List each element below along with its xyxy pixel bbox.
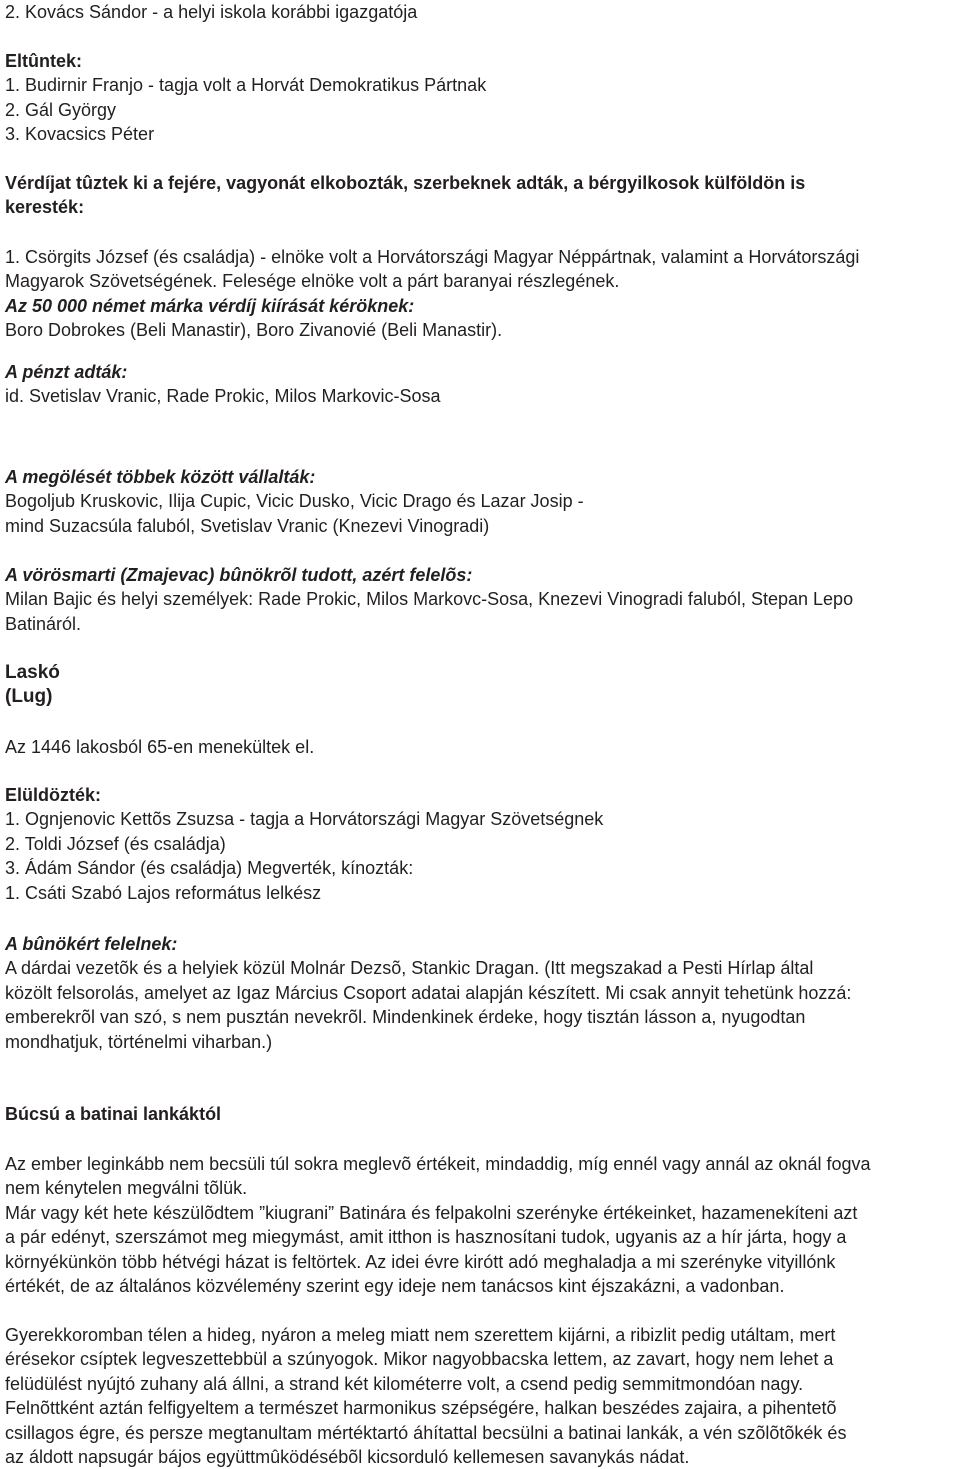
text-line: 2. Kovács Sándor - a helyi iskola korábbi igazgatója — [5, 2, 418, 22]
subheading: A pénzt adták: — [5, 361, 128, 382]
section-responsible — [5, 932, 851, 1054]
section-bounty-heading — [5, 171, 805, 220]
text-line: környékünkön több hétvégi házat is feltörtek. Az idei évre kirótt adó meghaladja a mi szerényke vityillónk — [5, 1251, 836, 1272]
text-line: értékét, de az általános közvélemény szerint egy ideje nem tanácsos kint éjszakázni, a vadonban. — [5, 1276, 785, 1297]
section-missing — [5, 49, 486, 147]
subheading: A vörösmarti (Zmajevac) bûnökrõl tudott, azért felelõs: — [5, 565, 473, 585]
text-line: a pár edényt, szerszámot meg miegymást, amit itthon is hasznosítani tudok, ugyanis az a hír járta, hogy a — [5, 1227, 847, 1248]
text-line: felüdülést nyújtó zuhany alá állni, a strand két kilométerre volt, a csend pedig semmitmondóan nagy. — [5, 1373, 804, 1394]
text-line: nem kénytelen megválni tõlük. — [5, 1178, 248, 1199]
list-item: 3. Kovacsics Péter — [5, 124, 155, 145]
text-line: Az ember leginkább nem becsüli túl sokra meglevõ értékeit, mindaddig, míg ennél vagy annál az oknál fogva — [5, 1154, 871, 1174]
section-murder — [5, 465, 584, 538]
text-line: érésekor csíptek legveszettebbül a szúnyogok. Mikor nagyobbacska lettem, az zavart, hogy nem lehet a — [5, 1349, 834, 1370]
section-lasko-title — [5, 661, 60, 710]
text-line: Az 1446 lakosból 65-en menekültek el. — [5, 737, 315, 757]
text-block — [5, 0, 417, 24]
list-item: 1. Csáti Szabó Lajos református lelkész — [5, 882, 322, 903]
subheading: A megölését többek között vállalták: — [5, 467, 316, 487]
list-item: 2. Gál György — [5, 99, 117, 120]
place-subtitle: (Lug) — [5, 686, 53, 708]
text-line: közölt felsorolás, amelyet az Igaz Március Csoport adatai alapján készített. Mi csak annyit tehetünk hozzá: — [5, 982, 852, 1003]
text-line: Magyarok Szövetségének. Felesége elnöke volt a párt baranyai részlegének. — [5, 271, 620, 292]
article-paragraph-1 — [5, 1152, 871, 1298]
text-line: Batináról. — [5, 613, 82, 634]
text-line: mind Suzacsúla faluból, Svetislav Vranic (Knezevi Vinogradi) — [5, 515, 490, 536]
article-title: Búcsú a batinai lankáktól — [5, 1104, 222, 1124]
section-heading: keresték: — [5, 197, 85, 218]
section-heading: Vérdíjat tûztek ki a fejére, vagyonát elkobozták, szerbeknek adták, a bérgyilkosok külföldön is — [5, 173, 806, 193]
text-line: csillagos égre, és persze megtanultam mértéktartó áhítattal becsülni a batinai lankák, a vén szõlõtõkék és — [5, 1422, 847, 1443]
text-line: id. Svetislav Vranic, Rade Prokic, Milos Markovic-Sosa — [5, 386, 441, 407]
text-block — [5, 735, 314, 759]
text-line: az áldott napsugár bájos együttmûködésébõl kicsorduló kellemesen savanykás nádat. — [5, 1447, 690, 1468]
section-expelled — [5, 783, 603, 905]
article-title-block — [5, 1102, 221, 1126]
text-line: Felnõttként aztán felfigyeltem a természet harmonikus szépségére, halkan beszédes zajaira, a pihentetõ — [5, 1398, 837, 1419]
text-line: Milan Bajic és helyi személyek: Rade Prokic, Milos Markovc-Sosa, Knezevi Vinogradi faluból, Stepan Lepo — [5, 589, 854, 610]
text-line: Már vagy két hete készülõdtem ”kiugrani” Batinára és felpakolni szerényke értékeinket, hazamenekíteni azt — [5, 1202, 858, 1223]
list-item: 1. Ognjenovic Kettõs Zsuzsa - tagja a Horvátországi Magyar Szövetségnek — [5, 809, 604, 830]
section-vorosmart — [5, 563, 853, 636]
subheading: Az 50 000 német márka vérdíj kiírását kéröknek: — [5, 295, 415, 316]
text-line: Boro Dobrokes (Beli Manastir), Boro Zivanovié (Beli Manastir). — [5, 320, 503, 341]
subheading: A bûnökért felelnek: — [5, 934, 178, 954]
place-title: Laskó — [5, 662, 60, 683]
article-paragraph-2 — [5, 1323, 846, 1469]
text-line: A dárdai vezetõk és a helyiek közül Molnár Dezsõ, Stankic Dragan. (Itt megszakad a Pesti Hírlap által — [5, 958, 814, 979]
section-bounty — [5, 245, 859, 408]
text-line: emberekrõl van szó, s nem pusztán nevekrõl. Mindenkinek érdeke, hogy tisztán lásson a, nyugodtan — [5, 1007, 806, 1028]
list-item: 3. Ádám Sándor (és családja) Megverték, kínozták: — [5, 858, 414, 879]
text-line: 1. Csörgits József (és családja) - elnöke volt a Horvátországi Magyar Néppártnak, valamint a Horvátországi — [5, 247, 860, 267]
section-heading: Eltûntek: — [5, 51, 83, 71]
text-line: Gyerekkoromban télen a hideg, nyáron a meleg miatt nem szerettem kijárni, a ribizlit pedig utáltam, mert — [5, 1325, 836, 1345]
section-heading: Elüldözték: — [5, 785, 102, 805]
list-item: 1. Budirnir Franjo - tagja volt a Horvát Demokratikus Pártnak — [5, 75, 487, 96]
text-line: mondhatjuk, történelmi viharban.) — [5, 1031, 273, 1052]
list-item: 2. Toldi József (és családja) — [5, 833, 226, 854]
text-line: Bogoljub Kruskovic, Ilija Cupic, Vicic Dusko, Vicic Drago és Lazar Josip - — [5, 491, 584, 512]
